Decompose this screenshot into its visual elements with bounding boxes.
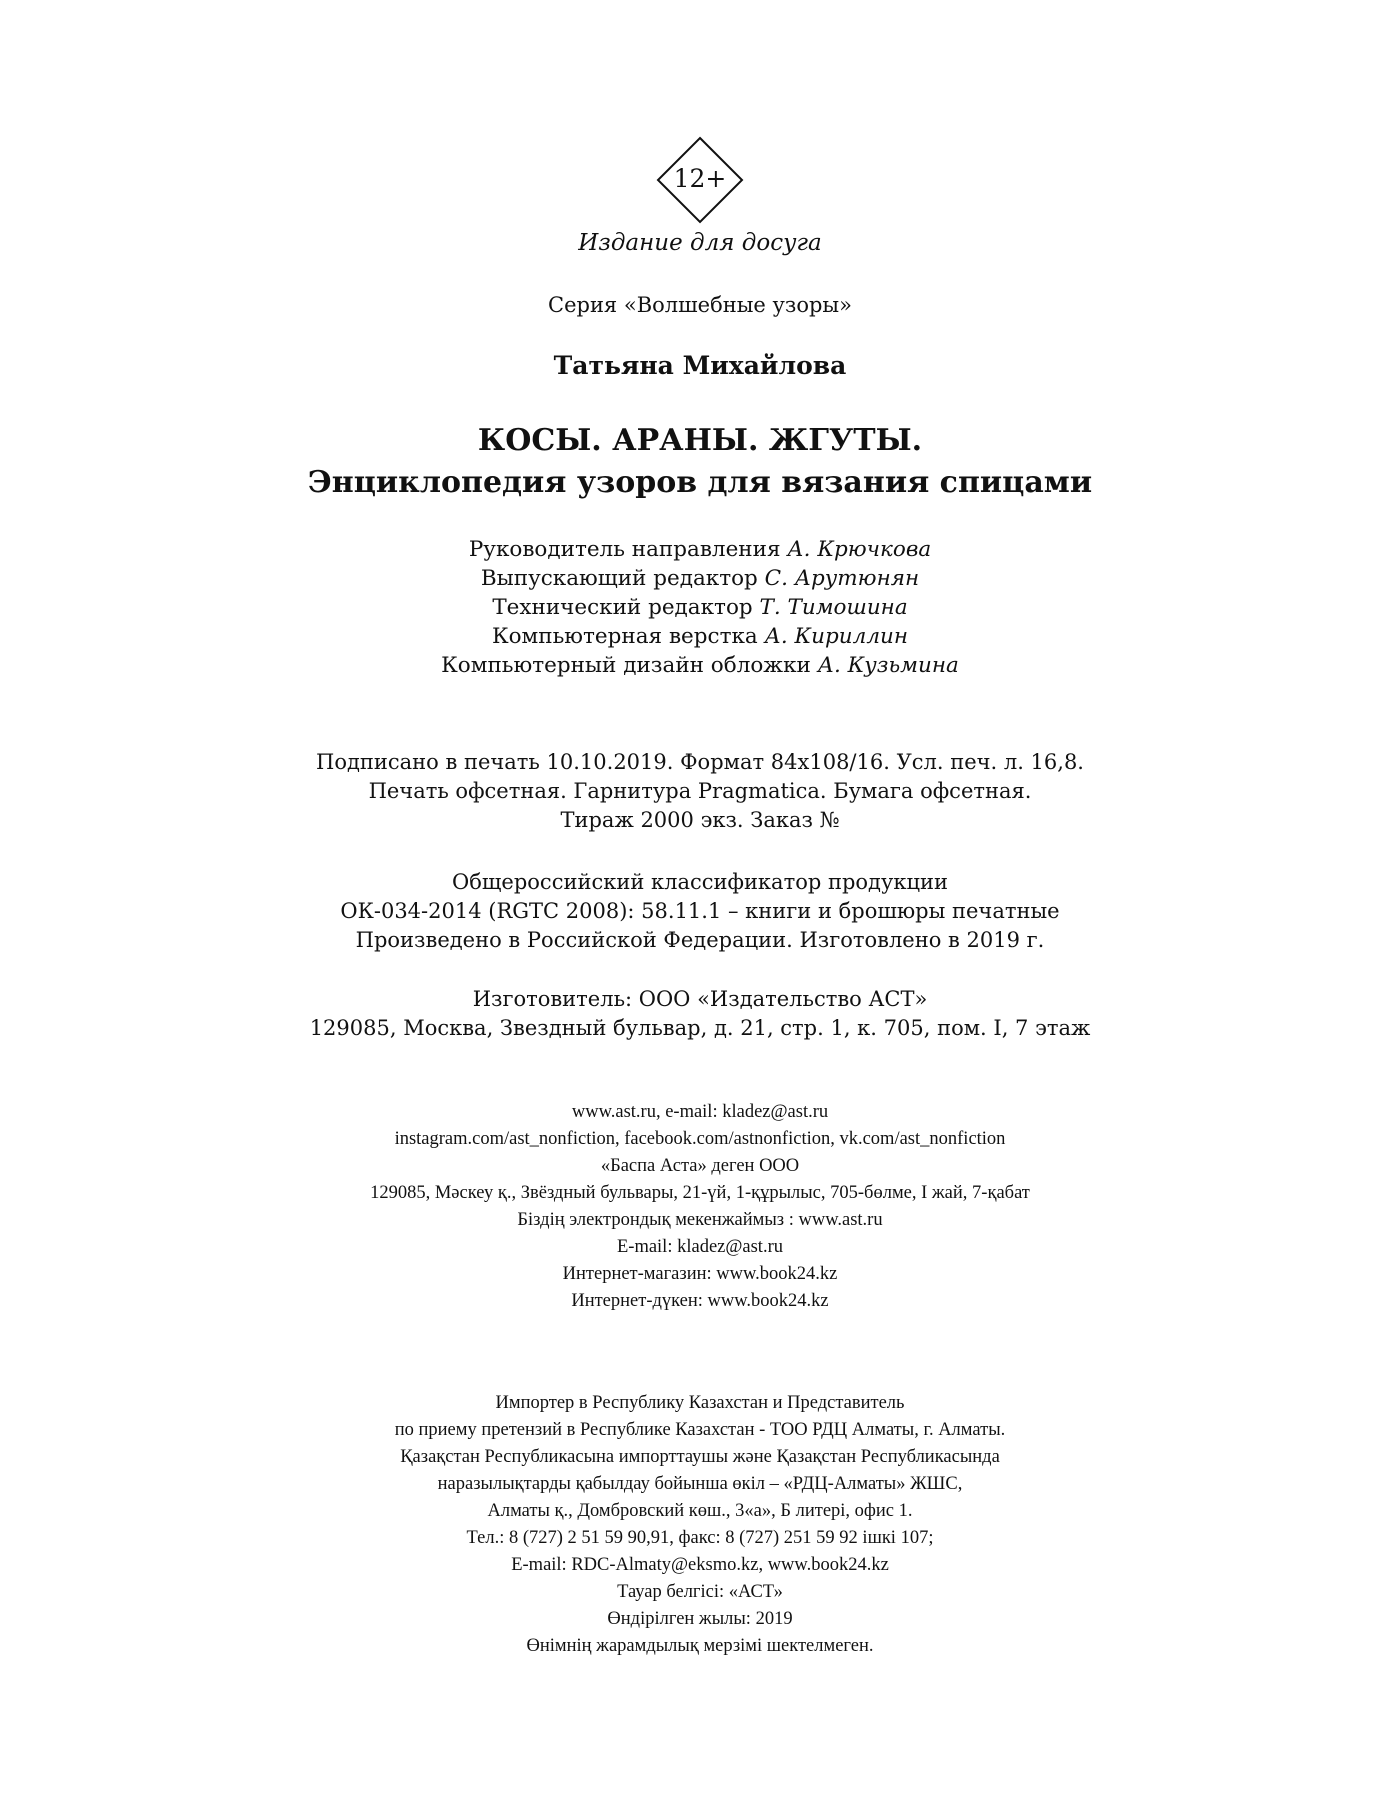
credit-role: Компьютерный дизайн обложки [441, 653, 818, 678]
print-detail-line: Подписано в печать 10.10.2019. Формат 84x108/16. Усл. печ. л. 16,8. [316, 750, 1084, 774]
title-line-1: КОСЫ. АРАНЫ. ЖГУТЫ. [477, 423, 923, 458]
contact-line: E-mail: kladez@ast.ru [616, 1237, 783, 1257]
importer-line: по приему претензий в Республике Казахстан - ТОО РДЦ Алматы, г. Алматы. [394, 1420, 1006, 1440]
importer-line: E-mail: RDC-Almaty@eksmo.kz, www.book24.kz [511, 1555, 889, 1575]
importer-line: Тел.: 8 (727) 2 51 59 90,91, факс: 8 (727) 251 59 92 ішкі 107; [466, 1528, 934, 1548]
importer-line: Қазақстан Республикасына импорттаушы және Қазақстан Республикасында [400, 1447, 1000, 1467]
credit-line [0, 535, 1400, 564]
credit-line [0, 564, 1400, 593]
importer-block [0, 1390, 1400, 1660]
credit-role: Технический редактор [492, 595, 760, 620]
classifier-line: Произведено в Российской Федерации. Изготовлено в 2019 г. [355, 928, 1045, 952]
book-title [0, 420, 1400, 504]
importer-line: Өнімнің жарамдылық мерзімі шектелмеген. [526, 1636, 874, 1656]
importer-line: Тауар белгісі: «АСТ» [617, 1582, 783, 1602]
print-detail-line: Печать офсетная. Гарнитура Pragmatica. Бумага офсетная. [368, 779, 1032, 803]
credits-block [0, 535, 1400, 680]
importer-line: Өндірілген жылы: 2019 [607, 1609, 793, 1629]
contact-line: Біздің электрондық мекенжаймыз : www.ast.ru [517, 1210, 883, 1230]
importer-line: Импортер в Республику Казахстан и Представитель [495, 1393, 905, 1413]
manufacturer-address: 129085, Москва, Звездный бульвар, д. 21, стр. 1, к. 705, пом. I, 7 этаж [309, 1016, 1091, 1040]
credit-line [0, 651, 1400, 680]
contact-line: 129085, Мәскеу қ., Звёздный бульвары, 21-үй, 1-құрылыс, 705-бөлме, I жай, 7-қабат [370, 1183, 1030, 1203]
series-name: Серия «Волшебные узоры» [548, 293, 852, 317]
credit-role: Компьютерная верстка [491, 624, 765, 649]
credit-person: С. Арутюнян [764, 566, 920, 591]
credit-line [0, 622, 1400, 651]
credit-line [0, 593, 1400, 622]
manufacturer-line: Изготовитель: ООО «Издательство АСТ» [472, 987, 928, 1011]
importer-line: наразылықтарды қабылдау бойынша өкіл – «РДЦ-Алматы» ЖШС, [437, 1474, 963, 1494]
classifier-line: ОК-034-2014 (RGTC 2008): 58.11.1 – книги и брошюры печатные [340, 899, 1060, 923]
contact-line: «Баспа Аста» деген ООО [600, 1156, 800, 1176]
author-name: Татьяна Михайлова [553, 351, 847, 380]
age-rating-text: 12+ [673, 164, 727, 193]
credit-person: А. Кириллин [764, 624, 909, 649]
title-line-2: Энциклопедия узоров для вязания спицами [307, 465, 1093, 500]
contact-line: Интернет-дүкен: www.book24.kz [571, 1291, 829, 1311]
manufacturer-block [0, 985, 1400, 1043]
contact-line: Интернет-магазин: www.book24.kz [562, 1264, 838, 1284]
contacts-block [0, 1099, 1400, 1315]
print-detail-line: Тираж 2000 экз. Заказ № [560, 808, 840, 832]
credit-person: А. Кузьмина [817, 653, 959, 678]
importer-line: Алматы қ., Домбровский көш., 3«а», Б литерi, офис 1. [487, 1501, 913, 1521]
credit-role: Руководитель направления [468, 537, 788, 562]
credit-person: А. Крючкова [787, 537, 932, 562]
contact-line: www.ast.ru, e-mail: kladez@ast.ru [571, 1102, 829, 1122]
leisure-note: Издание для досуга [578, 230, 822, 256]
classifier-block [0, 868, 1400, 955]
credit-person: Т. Тимошина [759, 595, 908, 620]
contact-line: instagram.com/ast_nonfiction, facebook.com/astnonfiction, vk.com/ast_nonfiction [394, 1129, 1006, 1149]
print-details [0, 748, 1400, 835]
age-rating-badge [656, 136, 744, 224]
credit-role: Выпускающий редактор [480, 566, 765, 591]
classifier-line: Общероссийский классификатор продукции [452, 870, 948, 894]
